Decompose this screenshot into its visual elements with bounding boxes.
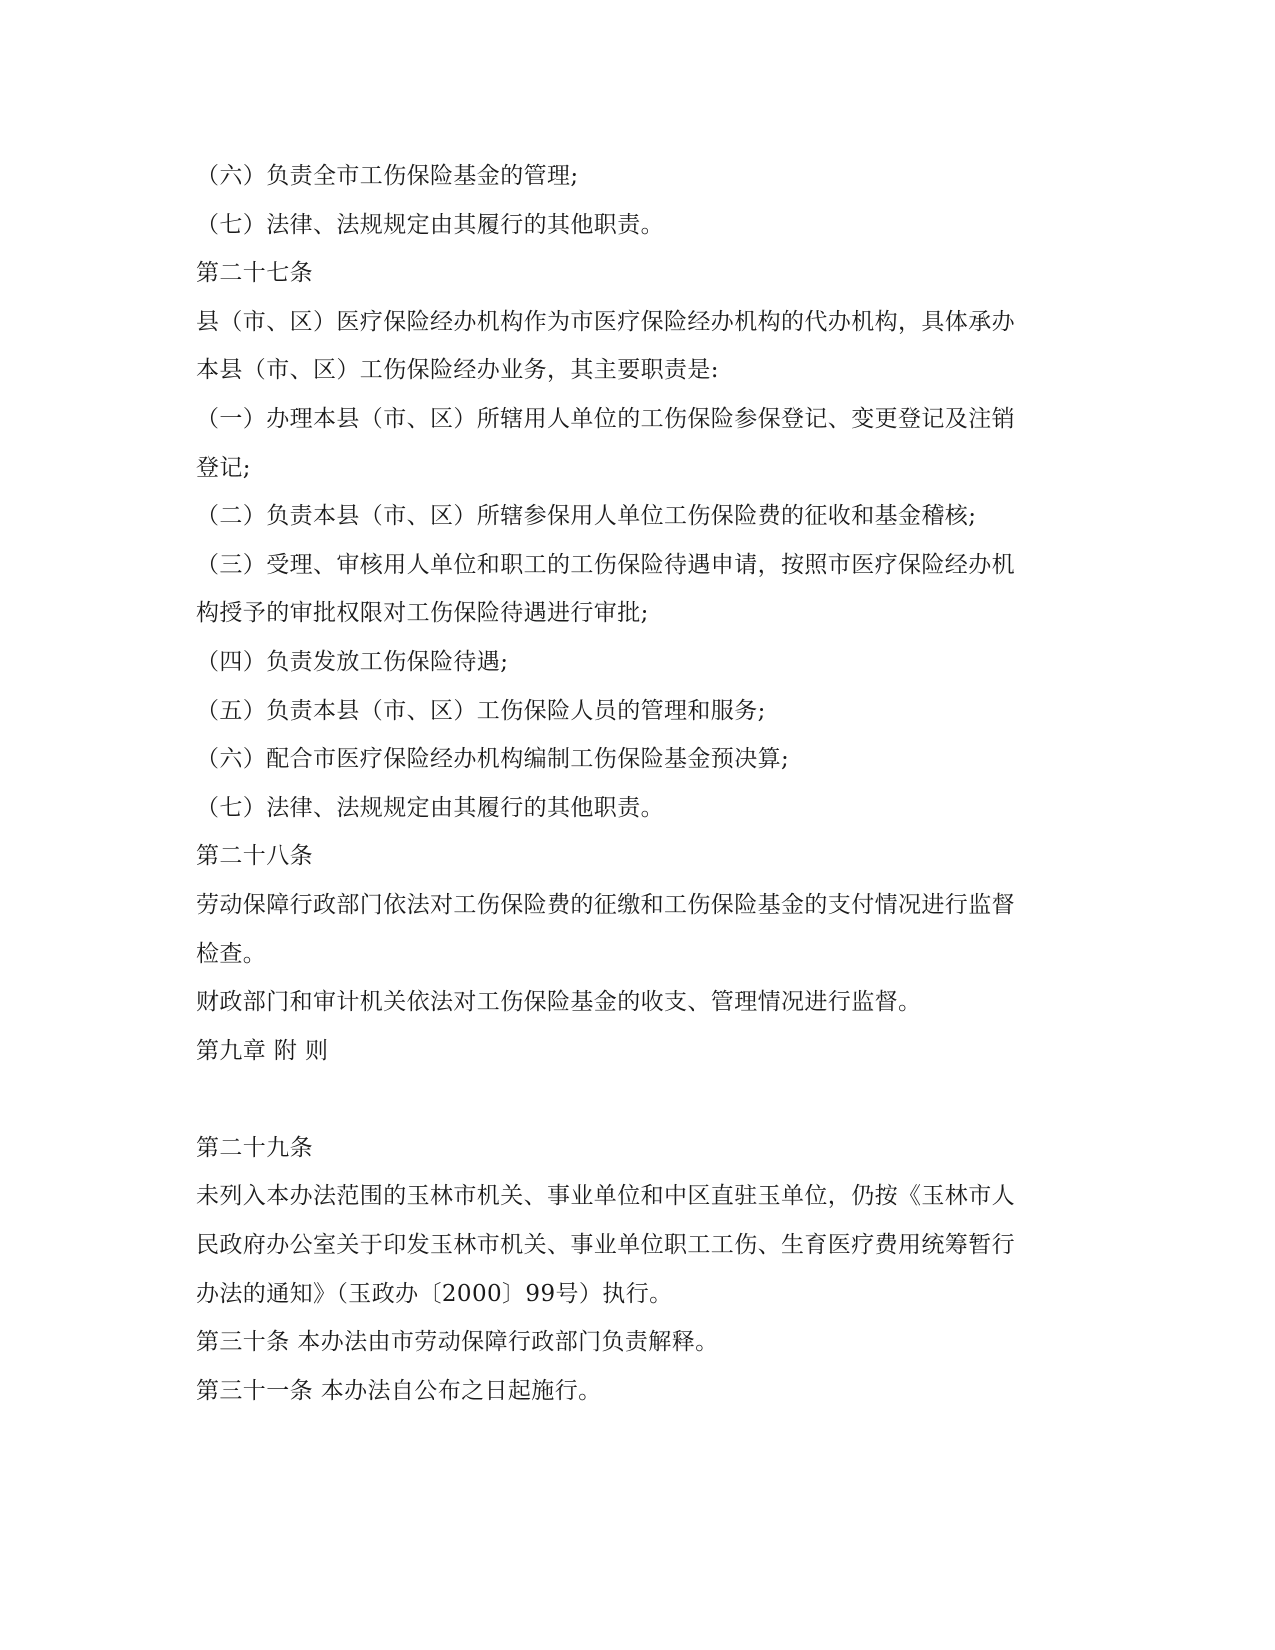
- blank-line: [196, 1075, 1076, 1124]
- article-27-item-4: （四）负责发放工伤保险待遇;: [196, 648, 509, 675]
- article-27-item-2: （二）负责本县（市、区）所辖参保用人单位工伤保险费的征收和基金稽核;: [196, 503, 977, 530]
- item-7-other-duties: （七）法律、法规规定由其履行的其他职责。: [196, 211, 664, 238]
- article-27-item-3-line-1: （三）受理、审核用人单位和职工的工伤保险待遇申请，按照市医疗保险经办机: [196, 551, 1015, 578]
- article-27-text-line-1: 县（市、区）医疗保险经办机构作为市医疗保险经办机构的代办机构，具体承办: [196, 308, 1015, 335]
- article-31: 第三十一条 本办法自公布之日起施行。: [196, 1377, 602, 1404]
- article-28-heading: 第二十八条: [196, 843, 313, 870]
- article-27-item-1-line-1: （一）办理本县（市、区）所辖用人单位的工伤保险参保登记、变更登记及注销: [196, 405, 1015, 432]
- article-28-text-line-3: 财政部门和审计机关依法对工伤保险基金的收支、管理情况进行监督。: [196, 989, 922, 1016]
- article-28-text-line-1: 劳动保障行政部门依法对工伤保险费的征缴和工伤保险基金的支付情况进行监督: [196, 891, 1015, 918]
- article-29-text-line-1: 未列入本办法范围的玉林市机关、事业单位和中区直驻玉单位，仍按《玉林市人: [196, 1183, 1015, 1210]
- article-27-item-6: （六）配合市医疗保险经办机构编制工伤保险基金预决算;: [196, 746, 790, 773]
- article-27-text-line-2: 本县（市、区）工伤保险经办业务，其主要职责是:: [196, 357, 719, 384]
- article-29-text-line-2: 民政府办公室关于印发玉林市机关、事业单位职工工伤、生育医疗费用统筹暂行: [196, 1232, 1015, 1259]
- article-27-item-3-line-2: 构授予的审批权限对工伤保险待遇进行审批;: [196, 600, 649, 627]
- item-6-fund-management: （六）负责全市工伤保险基金的管理;: [196, 163, 579, 189]
- article-28-text-line-2: 检查。: [196, 940, 267, 967]
- article-29-text-line-3: 办法的通知》（玉政办〔2000〕99号）执行。: [196, 1280, 673, 1307]
- document-body: [196, 152, 1076, 1415]
- article-29-heading: 第二十九条: [196, 1134, 313, 1161]
- article-27-item-5: （五）负责本县（市、区）工伤保险人员的管理和服务;: [196, 697, 766, 724]
- article-27-item-1-line-2: 登记;: [196, 454, 251, 481]
- chapter-9-heading: 第九章 附 则: [196, 1037, 329, 1064]
- article-30: 第三十条 本办法由市劳动保障行政部门负责解释。: [196, 1329, 719, 1356]
- article-27-heading: 第二十七条: [196, 260, 313, 287]
- article-27-item-7: （七）法律、法规规定由其履行的其他职责。: [196, 794, 664, 821]
